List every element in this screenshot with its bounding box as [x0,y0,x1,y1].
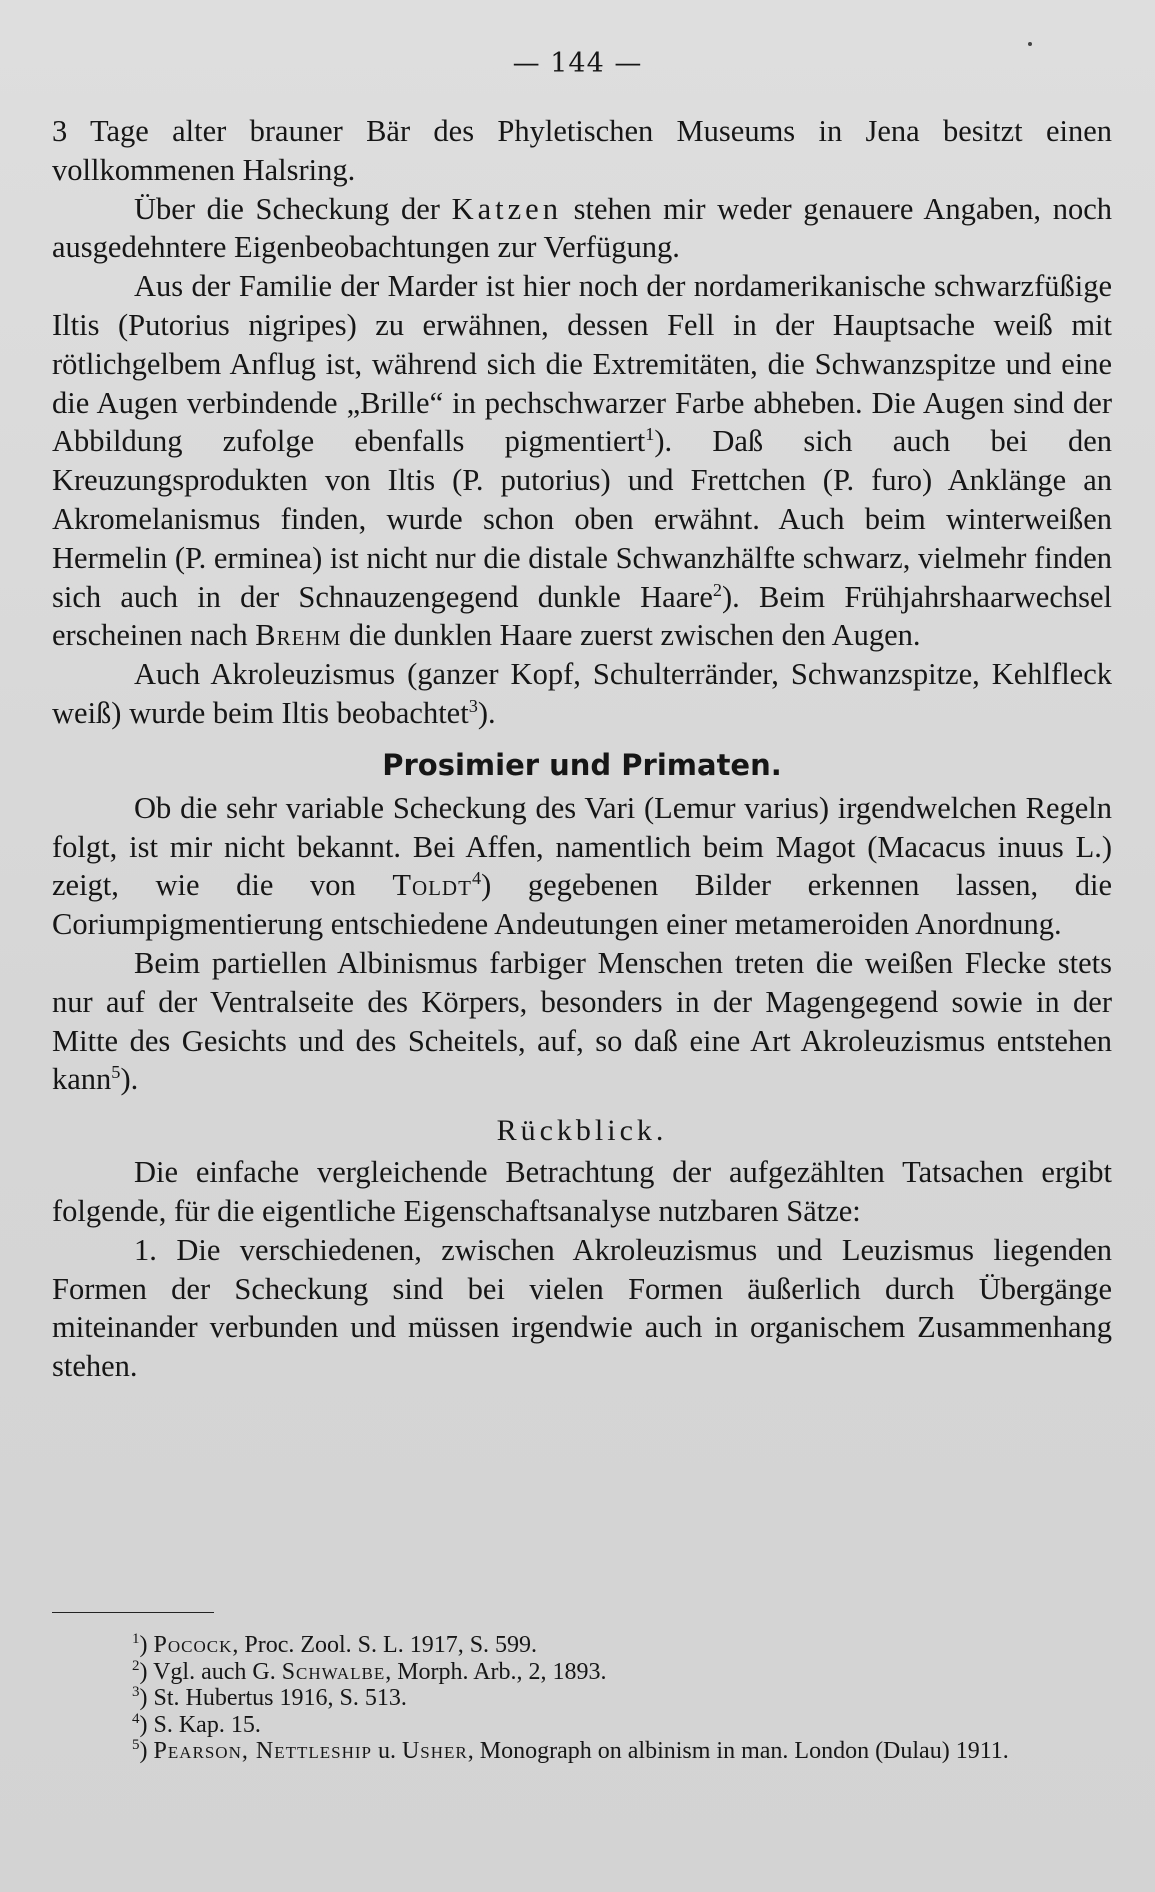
footnote-3: $^3$) St. Hubertus 1916, S. 513. [132,1684,407,1711]
paragraph-vari: Ob die sehr variable Scheckung des Vari (Lemur varius) irgendwelchen Regeln folgt, ist mir nicht bekannt. Bei Affen, namentlich beim Magot (Macacus inuus L.) zeigt, wie die von Toldt$^4$) gegebenen Bilder erkennen lassen, die Coriumpigmentierung entschiedene Andeutungen einer metameroiden Anordnung. [52,790,1113,942]
paragraph-betrachtung: Die einfache vergleichende Betrachtung der aufgezählten Tatsachen ergibt folgende, für die eigentliche Eigenschaftsanalyse nutzbaren Sätze: [52,1155,1112,1228]
footnote-ref-1: 1 [645,424,655,445]
paragraph-marder: Aus der Familie der Marder ist hier noch der nordamerikanische schwarzfüßige Iltis (Putorius nigripes) zu erwähnen, dessen Fell in der Hauptsache weiß mit rötlichgelbem Anflug ist, während sich die Extremitäten, die Schwanzspitze und eine die Augen verbindende „Brille“ in pechschwarzer Farbe abheben. Die Augen sind der Abbildung zufolge ebenfalls pigmentiert$^1$). Daß sich auch bei den Kreuzungsprodukten von Iltis (P. putorius) und Frettchen (P. furo) Anklänge an Akromelanismus finden, wurde schon oben erwähnt. Auch beim winterweißen Hermelin (P. erminea) ist nicht nur die distale Schwanzhälfte schwarz, vielmehr finden sich auch in der Schnauzengegend dunkle Haare$^2$). Beim Frühjahrshaarwechsel erscheinen nach Brehm die dunklen Haare zuerst zwischen den Augen. [52,269,1112,653]
print-speck [1028,42,1032,46]
paragraph-akroleuzismus: Auch Akroleuzismus (ganzer Kopf, Schulterränder, Schwanzspitze, Kehlfleck weiß) wurde beim Iltis beobachtet$^3$). [52,657,1112,730]
author-name: Brehm [255,618,342,653]
paragraph-katzen: Über die Scheckung der Katzen stehen mir weder genauere Angaben, noch ausgedehntere Eigenbeobachtungen zur Verfügung. [52,191,1112,265]
paragraph-satz-1: 1. Die verschiedenen, zwischen Akroleuzismus und Leuzismus liegenden Formen der Scheckung sind bei vielen Formen äußerlich durch Übergänge miteinander verbunden und müssen irgendwie auch in organischem Zusammenhang stehen. [52,1232,1112,1384]
spaced-term: Katzen [451,191,562,226]
footnote-ref-5: 5 [111,1062,121,1083]
main-text [52,112,1112,1386]
section-heading-primaten: Prosimier und Primaten. [382,747,782,782]
footnote-ref-4: 4 [471,868,482,889]
section-heading-rueckblick: Rückblick. [496,1114,668,1148]
footnote-1: $^1$) Pocock, Proc. Zool. S. L. 1917, S. 599. [132,1631,538,1658]
footnotes [52,1632,1112,1765]
footnote-rule [52,1612,214,1613]
footnote-ref-2: 2 [712,579,723,600]
paragraph-albinismus: Beim partiellen Albinismus farbiger Menschen treten die weißen Flecke stets nur auf der Ventralseite des Körpers, besonders in der Magengegend sowie in der Mitte des Gesichts und des Scheitels, auf, so daß eine Art Akroleuzismus entstehen kann$^5$). [52,945,1112,1097]
footnote-5: $^5$) Pearson, Nettleship u. Usher, Monograph on albinism in man. London (Dulau) 1911. [132,1737,1009,1764]
footnote-2: $^2$) Vgl. auch G. Schwalbe, Morph. Arb., 2, 1893. [132,1657,607,1685]
paragraph-1: 3 Tage alter brauner Bär des Phyletischen Museums in Jena besitzt einen vollkommenen Halsring. [52,114,1112,187]
footnote-ref-3: 3 [468,695,478,716]
footnote-4: $^4$) S. Kap. 15. [132,1710,261,1738]
author-name: Toldt [392,868,472,903]
page-number: — 144 — [512,48,643,79]
